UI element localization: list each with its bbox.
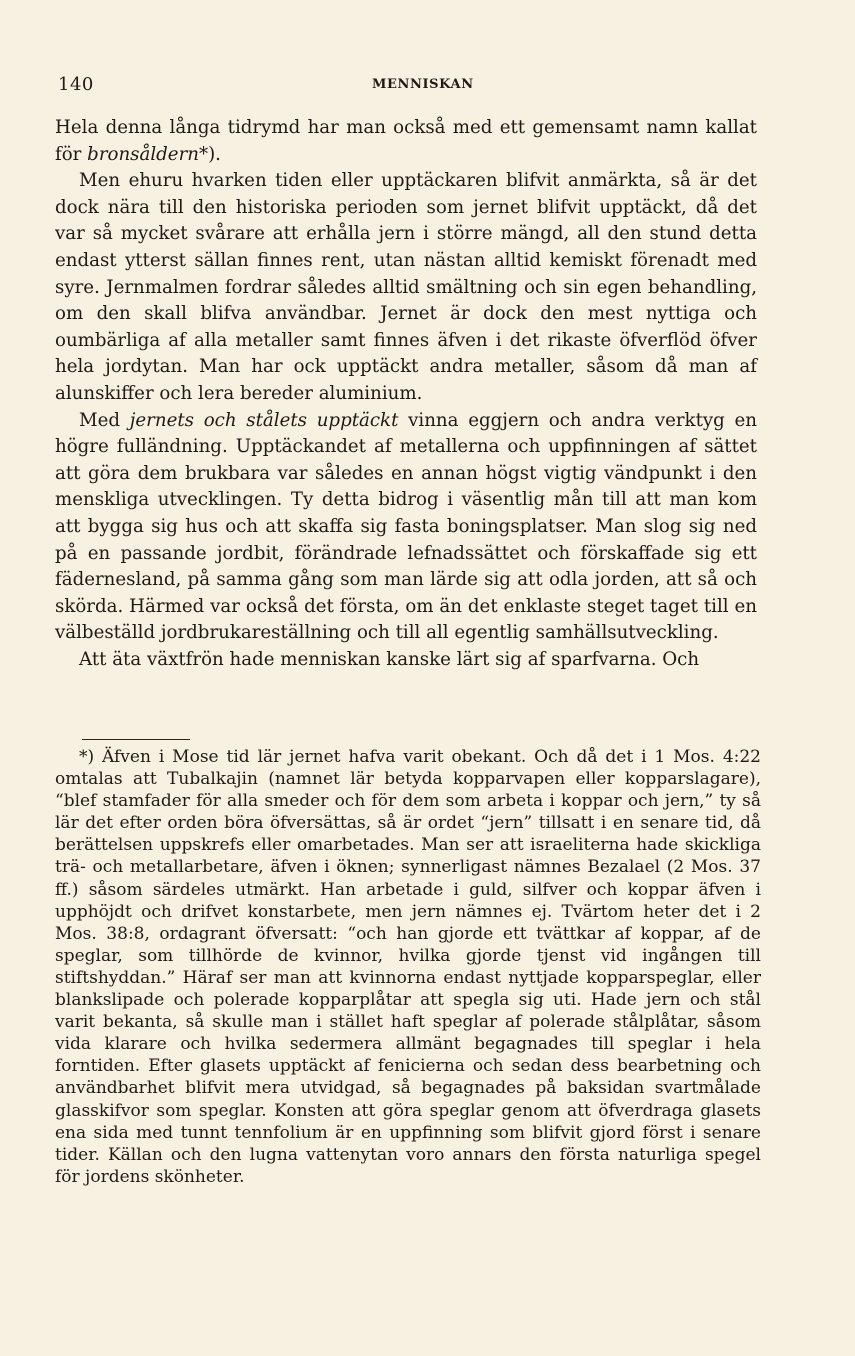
paragraph-3 bbox=[55, 408, 757, 647]
footnote-section bbox=[55, 746, 761, 1188]
running-head: MENNISKAN bbox=[372, 77, 474, 92]
page-number: 140 bbox=[58, 74, 94, 95]
paragraph-3-text: vinna eggjern och andra verktyg en högre fulländning. Upptäckandet af metallerna och uppfinningen af sättet att göra dem brukbara var således en annan högst vigtig vändpunkt i den menskliga utvecklingen. Ty detta bidrog i väsentlig mån till att man kom att bygga sig hus och att skaffa sig fasta boningsplatser. Man slog sig ned på en passande jordbit, förändrade lefnadssättet och förskaffade sig ett fädernesland, på samma gång som man lärde sig att odla jorden, att så och skörda. Härmed var också det första, om än det enklaste steget taget till en välbeställd jordbrukareställning och till all egentlig samhällsutveckling. bbox=[55, 409, 758, 644]
paragraph-1-italic: bronsåldern bbox=[87, 143, 199, 165]
paragraph-1-footnote-ref: *). bbox=[198, 143, 221, 165]
paragraph-2: Men ehuru hvarken tiden eller upptäckaren blifvit anmärkta, så är det dock nära till den historiska perioden som jernet blifvit upptäckt, då det var så mycket svårare att erhålla jern i större mängd, all den stund detta endast ytterst sällan finnes rent, utan nästan alltid kemiskt förenadt med syre. Jernmalmen fordrar således alltid smältning och sin egen behandling, om den skall blifva användbar. Jernet är dock den mest nyttiga och oumbärliga af alla metaller samt finnes äfven i det rikaste öfverflöd öfver hela jordytan. Man har ock upptäckt andra metaller, såsom då man af alunskiffer och lera bereder aluminium. bbox=[55, 170, 757, 404]
paragraph-3-lead: Med bbox=[79, 409, 130, 431]
footnote-divider bbox=[82, 739, 190, 740]
paragraph-1 bbox=[55, 115, 757, 168]
footnote-text: *) Äfven i Mose tid lär jernet hafva varit obekant. Och då det i 1 Mos. 4:22 omtalas att Tubalkajin (namnet lär betyda kopparvapen eller kopparslagare), “blef stamfader för alla smeder och för dem som arbeta i koppar och jern,” ty så lär det efter orden böra öfversättas, så är ordet “jern” tillsatt i en senare tid, då berättelsen uppskrefs eller omarbetades. Man ser att israeliterna hade skickliga trä- och metallarbetare, äfven i öknen; synnerligast nämnes Bezalael (2 Mos. 37 ff.) såsom särdeles utmärkt. Han arbetade i guld, silfver och koppar äfven i upphöjdt och drifvet konstarbete, men jern nämnes ej. Tvärtom heter det i 2 Mos. 38:8, ordagrant öfversatt: “och han gjorde ett tvättkar af koppar, af de speglar, som tillhörde de kvinnor, hvilka gjorde tjenst vid ingången till stiftshyddan.” Häraf ser man att kvinnorna endast nyttjade kopparspeglar, eller blankslipade och polerade kopparplåtar att spegla sig uti. Hade jern och stål varit bekanta, så skulle man i stället haft speglar af polerade stålplåtar, såsom vida klarare och hvilka sedermera allmänt begagnades till speglar i hela forntiden. Efter glasets upptäckt af fenicierna och sedan dess bearbetning och användbarhet blifvit mera utvidgad, så begagnades på baksidan svartmålade glasskifvor som speglar. Konsten att göra speglar genom att öfverdraga glasets ena sida med tunnt tennfolium är en uppfinning som blifvit gjord först i senare tider. Källan och den lugna vattenytan voro annars den första naturliga spegel för jordens skönheter. bbox=[55, 747, 761, 1187]
paragraph-3-italic: jernets och stålets upptäckt bbox=[129, 409, 399, 431]
main-text bbox=[55, 115, 757, 673]
paragraph-1-text: Hela denna långa tidrymd har man också med ett gemensamt namn kallat för bbox=[55, 117, 757, 165]
paragraph-4: Att äta växtfrön hade menniskan kanske lärt sig af sparfvarna. Och bbox=[79, 648, 700, 670]
page-header bbox=[58, 74, 815, 98]
